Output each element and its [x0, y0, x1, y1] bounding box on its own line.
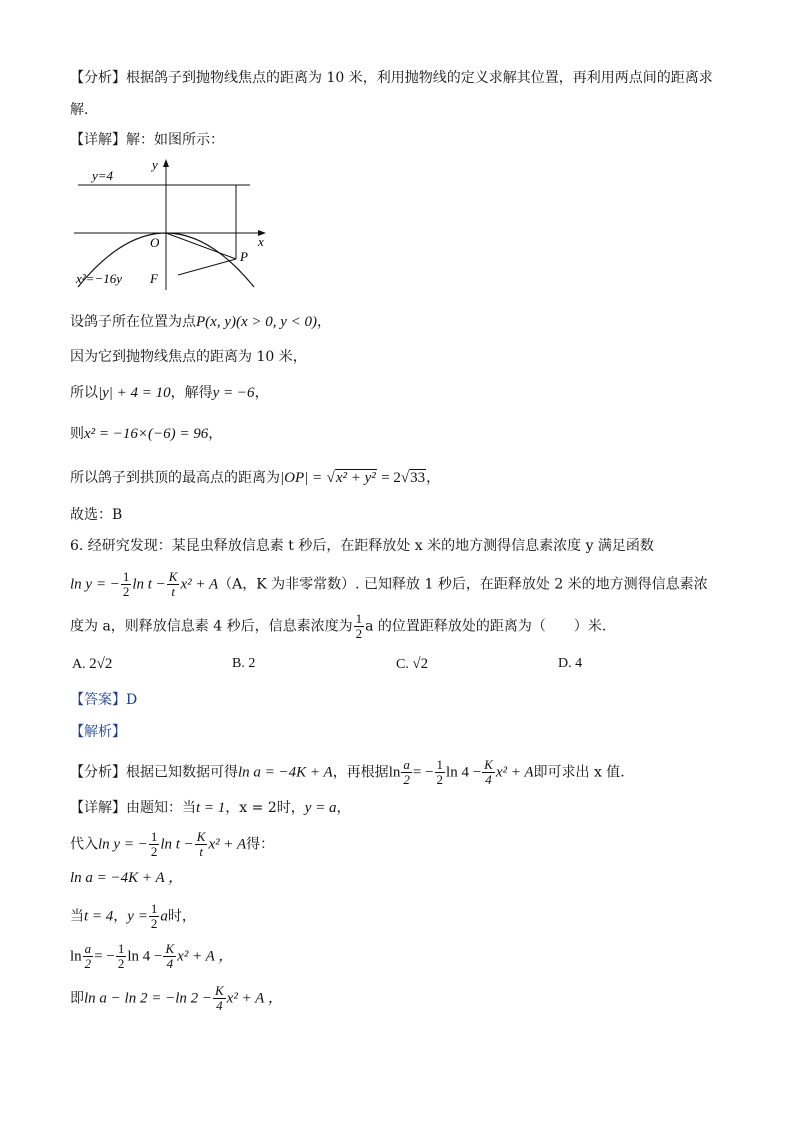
label-f: F	[150, 271, 158, 286]
q6-analysis: 【分析】根据已知数据可得ln a = −4K + A，再根据ln $\frac{a}{2}$ = − $\frac{1}{2}$ ln 4 − $\frac{K}{4}$ x² + A即可求出 x 值.	[70, 757, 625, 787]
q6-stem-line2: ln y = − $\frac{1}{2}$ ln t − $\frac{K}{t}$ x² + A（A，K 为非零常数）. 已知释放 1 秒后，在距释放处 2 米的地方测得信息素浓	[70, 569, 708, 599]
label-x-axis: x	[258, 234, 264, 249]
q5-detail-label: 【详解】解：如图所示：	[70, 132, 224, 148]
q5-line2: 因为它到抛物线焦点的距离为 10 米，	[70, 349, 307, 365]
q6-eq1: ln a = −4K + A ，	[70, 870, 184, 886]
answer-label: 【答案】D	[70, 692, 138, 708]
q6-when: 当t = 4，y = $\frac{1}{2}$ a时，	[70, 901, 196, 931]
label-parabola: x²=−16y	[76, 271, 122, 286]
jiexi-label: 【解析】	[70, 724, 126, 740]
parabola-figure	[70, 155, 280, 295]
q5-answer: 故选：B	[70, 507, 123, 523]
option-d: D. 4	[558, 656, 583, 671]
q6-substitute: 代入ln y = − $\frac{1}{2}$ ln t − $\frac{K}{t}$ x² + A得：	[70, 829, 275, 859]
q6-stem-line3: 度为 a，则释放信息素 4 秒后，信息素浓度为 $\frac{1}{2}$ a 的位置距释放处的距离为（ ）米.	[70, 611, 607, 641]
label-p: P	[240, 249, 248, 264]
q5-line1: 设鸽子所在位置为点P(x, y)(x > 0, y < 0)，	[70, 314, 332, 330]
q6-detail: 【详解】由题知：当t = 1，x = 2时，y = a，	[70, 800, 351, 816]
q5-analysis-cont: 解.	[70, 102, 89, 118]
q6-stem-line1: 6. 经研究发现：某昆虫释放信息素 t 秒后，在距释放处 x 米的地方测得信息素浓度 y 满足函数	[70, 538, 654, 554]
option-c: C. √2	[396, 656, 429, 672]
label-y-axis: y	[152, 157, 158, 172]
label-o: O	[150, 235, 160, 250]
option-a: A. 2√2	[72, 656, 113, 672]
option-b: B. 2	[232, 656, 256, 671]
q5-line5: 所以鸽子到拱顶的最高点的距离为|OP| = √x² + y² = 2√33，	[70, 470, 441, 486]
q6-eq3: 即ln a − ln 2 = −ln 2 − $\frac{K}{4}$ x² + A ，	[70, 983, 283, 1013]
q5-line4: 则x² = −16×(−6) = 96，	[70, 426, 223, 442]
label-y-line: y=4	[92, 168, 114, 183]
q6-eq2: ln $\frac{a}{2}$ = − $\frac{1}{2}$ ln 4 − $\frac{K}{4}$ x² + A ，	[70, 941, 234, 971]
q5-analysis: 【分析】根据鸽子到抛物线焦点的距离为 10 米，利用抛物线的定义求解其位置，再利用两点间的距离求	[70, 70, 713, 86]
q5-line3: 所以|y| + 4 = 10，解得y = −6，	[70, 385, 269, 401]
